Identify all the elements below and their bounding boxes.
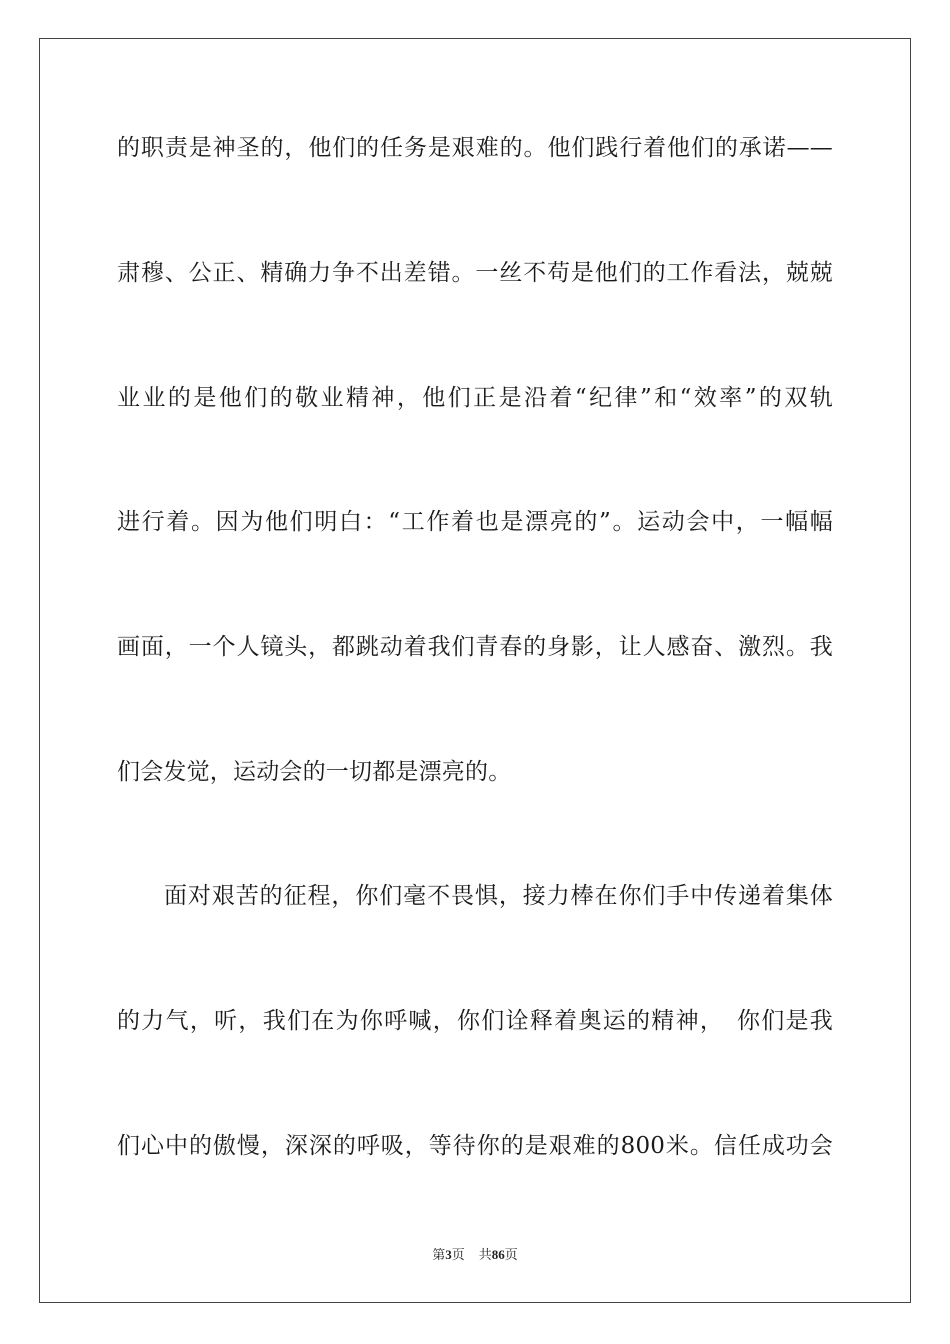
page-border [39, 38, 911, 1303]
footer-total-prefix: 共 [478, 1247, 492, 1262]
footer-page-suffix: 页 [451, 1247, 465, 1262]
body-text-line-1: 的职责是神圣的，他们的任务是艰难的。他们践行着他们的承诺—— [117, 135, 833, 161]
body-text-line-4: 进行着。因为他们明白：“工作着也是漂亮的”。运动会中，一幅幅 [117, 509, 833, 535]
body-text-line-3: 业业的是他们的敬业精神，他们正是沿着“纪律”和“效率”的双轨 [117, 385, 833, 411]
body-text-line-8: 的力气，听，我们在为你呼喊，你们诠释着奥运的精神， 你们是我 [117, 1008, 833, 1034]
page-footer [0, 1247, 950, 1263]
footer-page-prefix: 第 [432, 1247, 446, 1262]
body-text-line-6: 们会发觉，运动会的一切都是漂亮的。 [117, 759, 512, 785]
footer-page-number: 3 [445, 1247, 452, 1262]
body-text-line-9: 们心中的傲慢，深深的呼吸，等待你的是艰难的800米。信任成功会 [117, 1133, 833, 1159]
body-text-line-2: 肃穆、公正、精确力争不出差错。一丝不苟是他们的工作看法，兢兢 [117, 260, 833, 286]
body-text-line-5: 画面，一个人镜头，都跳动着我们青春的身影，让人感奋、激烈。我 [117, 634, 833, 660]
footer-total-suffix: 页 [504, 1247, 518, 1262]
footer-total-pages: 86 [491, 1247, 505, 1262]
body-text-line-7: 面对艰苦的征程，你们毫不畏惧，接力棒在你们手中传递着集体 [164, 883, 833, 909]
